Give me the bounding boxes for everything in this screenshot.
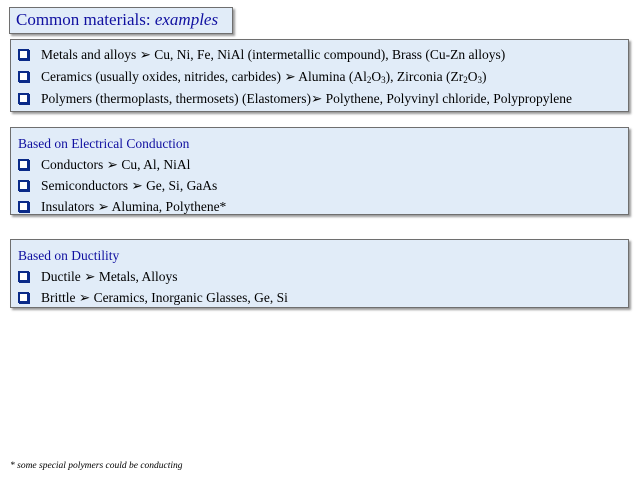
slide-title bbox=[9, 7, 233, 34]
list-item-polymers: Polymers (thermoplasts, thermosets) (Elastomers)➢ Polythene, Polyvinyl chloride, Polypropylene bbox=[11, 88, 628, 110]
arrow-icon: ➢ bbox=[97, 199, 109, 214]
list-item-insulators: Insulators ➢ Alumina, Polythene* bbox=[11, 196, 628, 217]
electrical-heading: Based on Electrical Conduction bbox=[18, 136, 190, 151]
square-bullet-icon bbox=[18, 292, 29, 303]
list-item-ceramics: Ceramics (usually oxides, nitrides, carbides) ➢ Alumina $(Al_2O_3)$, Zirconia $(Zr_2O_3)$ bbox=[11, 66, 628, 88]
arrow-icon: ➢ bbox=[310, 91, 323, 106]
list-item-conductors: Conductors ➢ Cu, Al, NiAl bbox=[11, 154, 628, 175]
arrow-icon: ➢ bbox=[78, 290, 91, 305]
arrow-icon: ➢ bbox=[139, 47, 151, 62]
slide-title-emphasis: examples bbox=[154, 10, 219, 29]
list-item-metals: Metals and alloys ➢ Cu, Ni, Fe, NiAl (intermetallic compound), Brass (Cu-Zn alloys) bbox=[11, 44, 628, 66]
slide-title-main: Common materials: bbox=[16, 10, 155, 29]
ductility-panel bbox=[10, 239, 629, 308]
arrow-icon: ➢ bbox=[131, 178, 143, 193]
square-bullet-icon bbox=[18, 271, 29, 282]
square-bullet-icon bbox=[18, 201, 29, 212]
square-bullet-icon bbox=[18, 49, 29, 60]
list-item-ductile: Ductile ➢ Metals, Alloys bbox=[11, 266, 628, 287]
list-item-brittle: Brittle ➢ Ceramics, Inorganic Glasses, Ge, Si bbox=[11, 287, 628, 308]
footnote: * some special polymers could be conducting bbox=[10, 461, 183, 471]
arrow-icon: ➢ bbox=[84, 269, 96, 284]
square-bullet-icon bbox=[18, 71, 29, 82]
square-bullet-icon bbox=[18, 159, 29, 170]
materials-panel bbox=[10, 39, 629, 112]
ductility-heading: Based on Ductility bbox=[18, 248, 120, 263]
list-item-semiconductors: Semiconductors ➢ Ge, Si, GaAs bbox=[11, 175, 628, 196]
square-bullet-icon bbox=[18, 93, 29, 104]
electrical-conduction-panel bbox=[10, 127, 629, 215]
arrow-icon: ➢ bbox=[284, 69, 296, 84]
square-bullet-icon bbox=[18, 180, 29, 191]
arrow-icon: ➢ bbox=[106, 157, 118, 172]
